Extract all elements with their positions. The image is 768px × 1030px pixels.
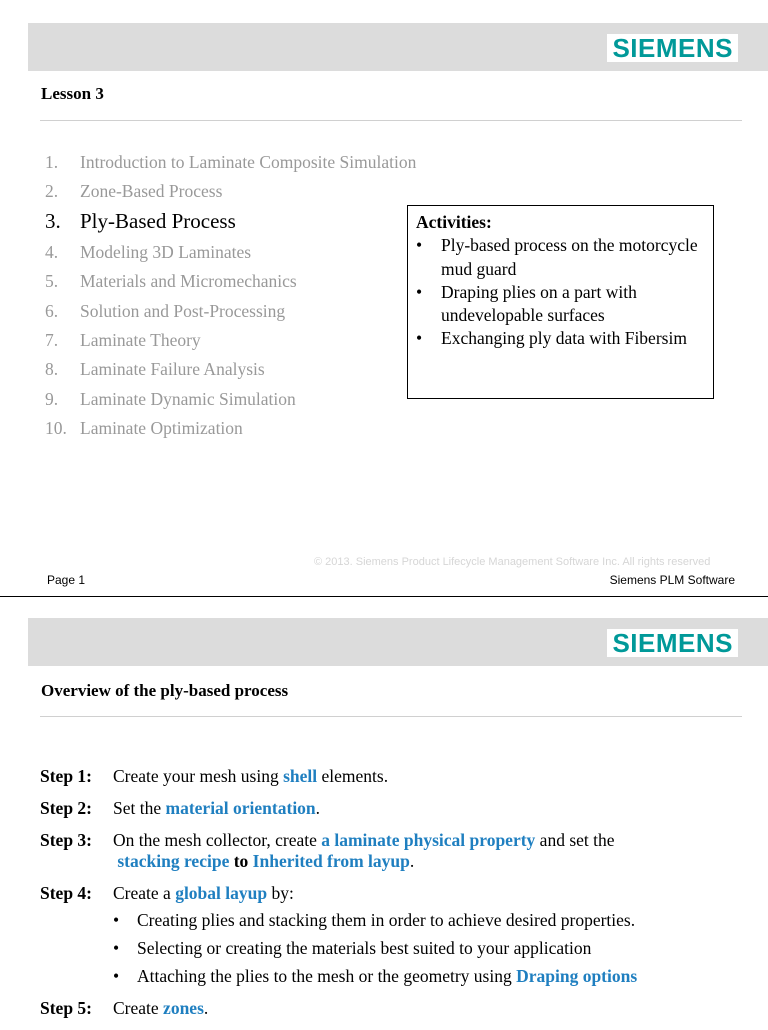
slide-title: Lesson 3 (41, 84, 104, 103)
activity-item: • Exchanging ply data with Fibersim (416, 328, 687, 349)
header-bar (28, 618, 768, 666)
activity-item: • Draping plies on a part with undevelopable surfaces (416, 281, 637, 326)
link-global-layup: global layup (175, 883, 268, 903)
page-number: Page 1 (47, 573, 86, 587)
step-1: Step 1: Create your mesh using shell elements. (40, 766, 389, 786)
siemens-logo: SIEMENS (607, 629, 738, 657)
lesson-item-4: 4. Modeling 3D Laminates (45, 241, 252, 262)
step-5: Step 5: Create zones. (40, 998, 209, 1018)
link-shell: shell (283, 766, 318, 786)
lesson-item-2: 2. Zone-Based Process (45, 181, 223, 202)
lesson-item-6: 6. Solution and Post-Processing (45, 300, 286, 321)
lesson-item-10: 10. Laminate Optimization (45, 418, 243, 439)
lesson-item-3: 3. Ply-Based Process (45, 208, 236, 233)
header-bar (28, 23, 768, 71)
step-2: Step 2: Set the material orientation. (40, 798, 321, 818)
lesson-item-7: 7. Laminate Theory (45, 329, 201, 350)
siemens-logo: SIEMENS (607, 34, 738, 62)
slide-title: Overview of the ply-based process (41, 681, 289, 700)
step-4: Step 4: Create a global layup by: • Creating plies and stacking them in order to achieve desired properties. • Selecting or creating the materials best suited to your application • Attaching the plies to the mesh or the geometry using Draping options (40, 883, 750, 987)
link-stacking-recipe: stacking recipe (117, 851, 230, 871)
copyright-notice: © 2013. Siemens Product Lifecycle Management Software Inc. All rights reserved (314, 556, 711, 568)
lesson-item-8: 8. Laminate Failure Analysis (45, 359, 265, 380)
company-footer: Siemens PLM Software (609, 573, 735, 587)
activities-title: Activities: (416, 212, 492, 232)
slide-overview (0, 596, 768, 1024)
title-divider (40, 716, 742, 717)
title-divider (40, 120, 742, 121)
activities-box (407, 205, 714, 399)
link-material-orientation: material orientation (165, 798, 316, 818)
activity-item: • Ply-based process on the motorcycle mud guard (416, 235, 698, 279)
link-draping-options: Draping options (516, 966, 638, 986)
sub-item: • Creating plies and stacking them in order to achieve desired properties. (113, 910, 636, 930)
lesson-list (45, 152, 416, 448)
sub-item: • Attaching the plies to the mesh or the geometry using Draping options (113, 966, 638, 986)
lesson-item-1: 1. Introduction to Laminate Composite Simulation (45, 152, 417, 172)
link-inherited-from-layup: Inherited from layup (252, 851, 410, 871)
link-laminate-physical-property: a laminate physical property (321, 830, 536, 850)
steps-list (40, 766, 750, 1030)
step-3: Step 3: On the mesh collector, create a laminate physical property and set the stacking recipe to Inherited from layup. (40, 830, 615, 871)
link-zones: zones (163, 998, 204, 1018)
lesson-item-5: 5. Materials and Micromechanics (45, 271, 297, 292)
sub-item: • Selecting or creating the materials best suited to your application (113, 938, 592, 958)
lesson-item-9: 9. Laminate Dynamic Simulation (45, 388, 296, 409)
